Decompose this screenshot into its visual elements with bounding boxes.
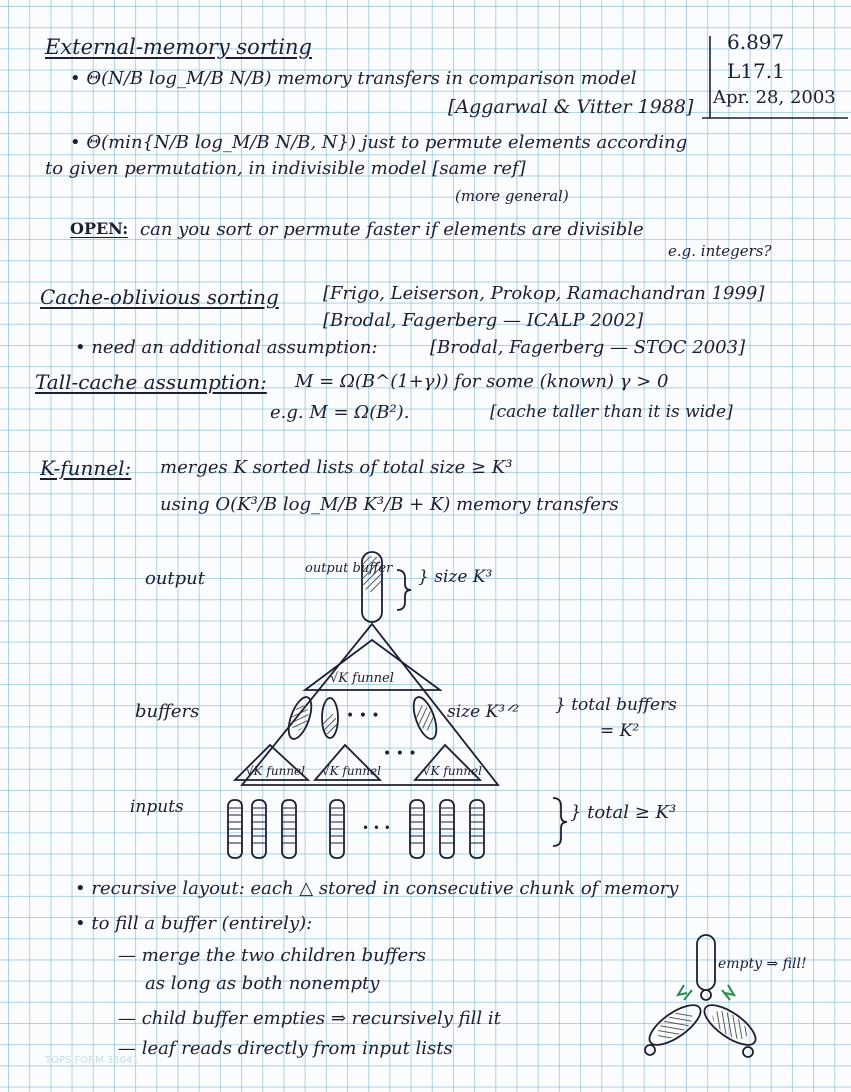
more-general-note: (more general)	[455, 187, 569, 205]
form-footer: TOPS FORM 35041	[45, 1055, 139, 1066]
label-empty-fill: empty ⇒ fill!	[718, 956, 807, 972]
label-total-k3: } total ≥ K³	[570, 802, 677, 823]
label-output-buffer: output buffer	[305, 561, 393, 576]
sub-merge-condition: as long as both nonempty	[145, 973, 380, 994]
label-total-buffers: } total buffers	[555, 695, 677, 715]
lecture-number: L17.1	[727, 59, 785, 83]
bracket-output	[397, 570, 411, 610]
tall-cache-note: [cache taller than it is wide]	[490, 402, 733, 422]
bullet-recursive-layout: • recursive layout: each △ stored in consecutive chunk of memory	[75, 878, 679, 899]
course-number: 6.897	[727, 30, 785, 54]
open-label: OPEN:	[70, 219, 129, 238]
label-output: output	[145, 568, 206, 589]
tall-cache-equation: M = Ω(B^(1+γ)) for some (known) γ > 0	[295, 371, 669, 392]
open-question-eg: e.g. integers?	[668, 242, 772, 260]
ref-brodal-icalp: [Brodal, Fagerberg — ICALP 2002]	[323, 310, 644, 331]
label-dots-bottom: • • •	[362, 821, 391, 835]
bullet-sorting-bound: • Θ(N/B log_M/B N/B) memory transfers in comparison model	[70, 68, 637, 89]
tall-cache-example: e.g. M = Ω(B²).	[270, 402, 410, 423]
label-inputs: inputs	[130, 797, 184, 817]
ref-aggarwal-vitter: [Aggarwal & Vitter 1988]	[448, 96, 694, 118]
label-size-k32: size K³ᐟ²	[447, 702, 520, 722]
label-buffers: buffers	[135, 701, 200, 722]
bullet-fill-buffer: • to fill a buffer (entirely):	[75, 913, 313, 934]
permute-line2: to given permutation, in indivisible model [same ref]	[45, 158, 526, 179]
sub-merge-children: — merge the two children buffers	[118, 945, 426, 966]
label-bottom-funnel-mid: √K funnel	[322, 764, 381, 778]
tree-parent-buffer	[697, 935, 715, 990]
bracket-inputs	[553, 798, 567, 846]
section-title-external: External-memory sorting	[45, 35, 312, 59]
k-funnel-title: K-funnel:	[40, 456, 132, 480]
sub-child-empties: — child buffer empties ⇒ recursively fill it	[118, 1008, 501, 1029]
bullet-assumption: • need an additional assumption:	[75, 337, 378, 358]
lecture-date: Apr. 28, 2003	[713, 87, 836, 108]
label-bottom-funnel-left: √K funnel	[246, 764, 305, 778]
label-dots-mid: • • •	[383, 746, 417, 762]
open-question: can you sort or permute faster if elements are divisible	[140, 219, 644, 240]
label-dots-top: • • •	[346, 708, 380, 724]
section-title-cache-oblivious: Cache-oblivious sorting	[40, 285, 279, 309]
bullet-permute-bound: • Θ(min{N/B log_M/B N/B, N}) just to permute elements according	[70, 132, 688, 153]
label-top-funnel: √K funnel	[330, 671, 394, 686]
label-size-k3: } size K³	[418, 567, 493, 587]
ref-frigo: [Frigo, Leiserson, Prokop, Ramachandran 1999]	[323, 283, 765, 304]
sub-leaf-reads: — leaf reads directly from input lists	[118, 1038, 453, 1059]
label-bottom-funnel-right: √K funnel	[423, 764, 482, 778]
k-funnel-line2: using O(K³/B log_M/B K³/B + K) memory transfers	[160, 494, 619, 515]
tall-cache-title: Tall-cache assumption:	[35, 370, 267, 394]
k-funnel-line1: merges K sorted lists of total size ≥ K³	[160, 457, 513, 478]
ref-brodal-stoc: [Brodal, Fagerberg — STOC 2003]	[430, 337, 746, 358]
label-total-buffers-eq: = K²	[600, 721, 640, 741]
